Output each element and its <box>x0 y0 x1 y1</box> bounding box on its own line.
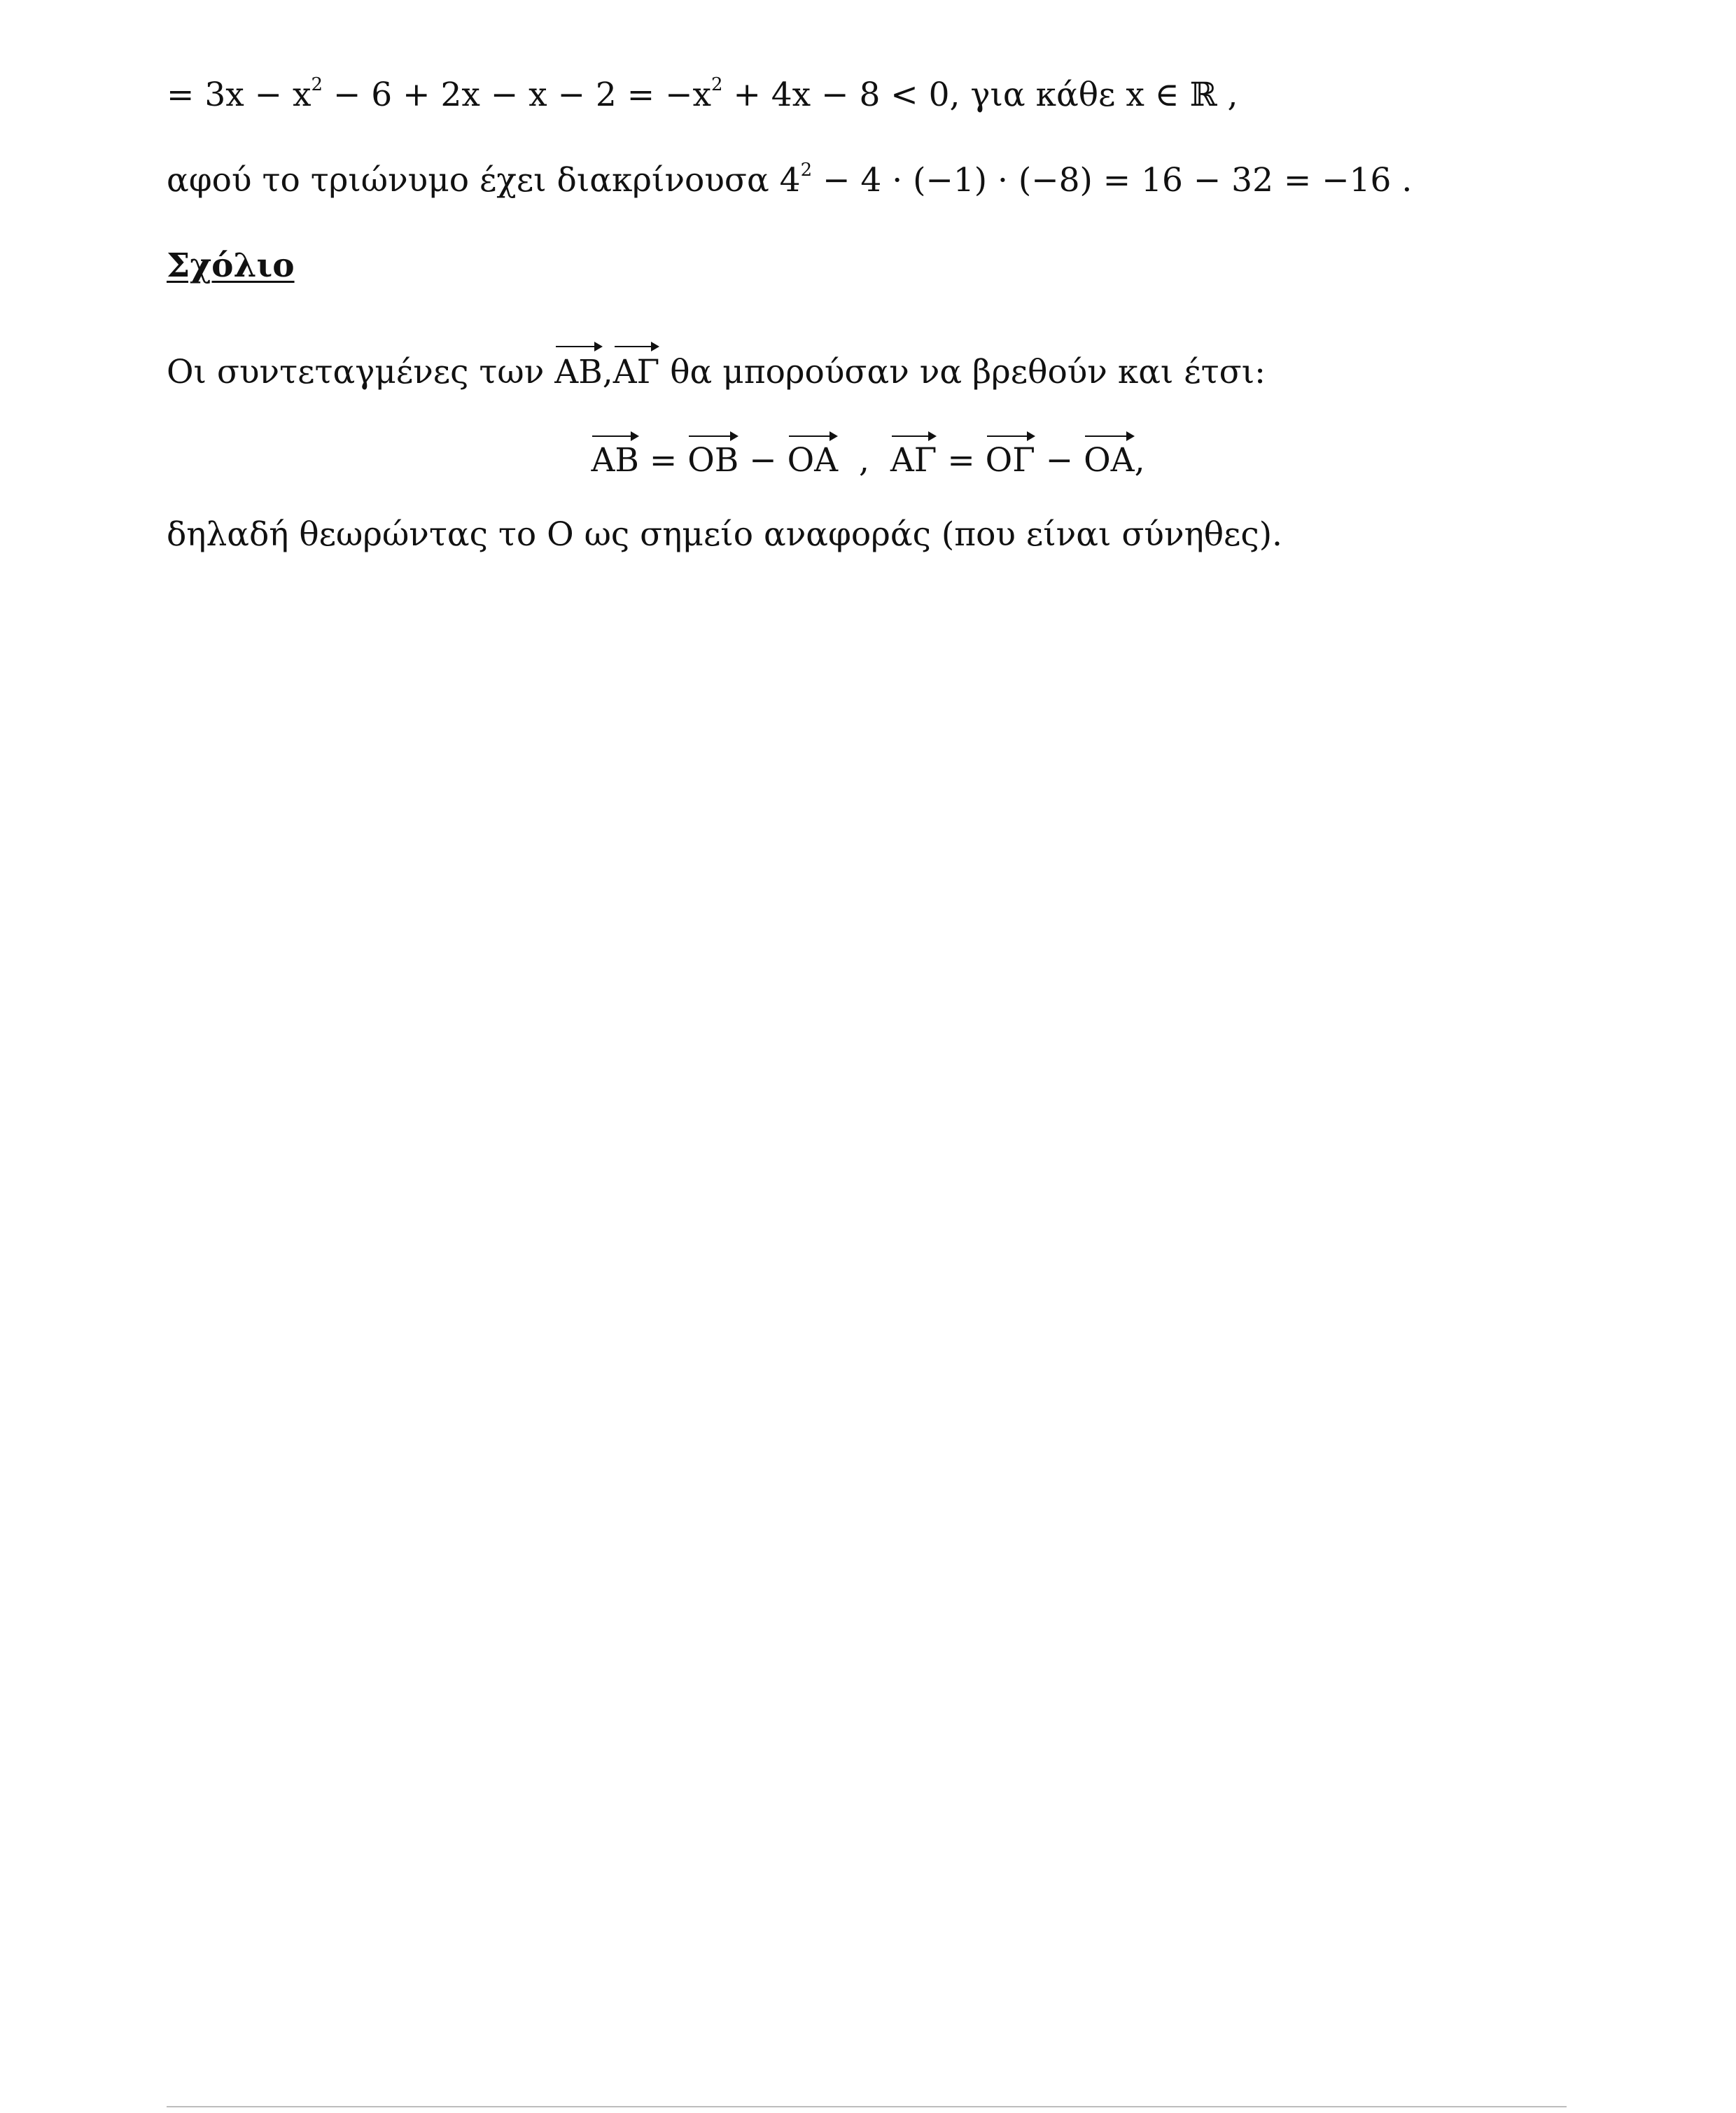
formula-eq-1: = <box>649 441 678 480</box>
coordinates-line <box>167 342 1266 393</box>
formula-vector-og: OΓ <box>986 431 1035 480</box>
equation-domain: x ∈ ℝ , <box>1126 76 1238 114</box>
equation-condition-text: , για κάθε <box>949 76 1116 114</box>
formula-vector-ag: AΓ <box>890 431 937 480</box>
coordinates-text-before: Οι συντεταγμένες των <box>167 353 545 391</box>
formula-vector-ab: AB <box>591 431 638 480</box>
vector-ag: AΓ <box>613 342 660 393</box>
reference-point-text: δηλαδή θεωρώντας το O ως σημείο αναφοράς (που είναι σύνηθες). <box>167 515 1282 554</box>
formula-eq-2: = <box>947 441 975 480</box>
reference-point-line <box>167 514 1282 556</box>
equation-line-1 <box>167 74 1238 116</box>
equation-expression: = $3x - x^2 - 6 + 2x - x - 2 = -x^2 + 4x - 8 < 0$ <box>167 74 950 114</box>
formula-vector-ob: OB <box>687 431 738 480</box>
vector-separator: , <box>602 353 613 391</box>
discriminant-text: αφού το τριώνυμο έχει διακρίνουσα <box>167 161 769 200</box>
formula-vector-oa-2: OA <box>1084 431 1134 480</box>
coordinates-text-after: θα μπορούσαν να βρεθούν και έτσι: <box>670 353 1266 391</box>
formula-vector-oa-1: OA <box>788 431 838 480</box>
formula-minus-1: − <box>749 441 777 480</box>
discriminant-expression: $4^2 - 4 \cdot (-1) \cdot (-8) = 16 - 32 = -16$ . <box>779 160 1413 200</box>
discriminant-line <box>167 160 1412 202</box>
vector-ab: AB <box>554 342 602 393</box>
formula-comma-2: , <box>1134 441 1145 480</box>
footer-divider <box>167 2106 1567 2107</box>
formula-comma-1: , <box>858 441 869 480</box>
formula-minus-2: − <box>1045 441 1074 480</box>
vector-formula <box>0 431 1736 480</box>
section-heading: Σχόλιο <box>167 246 295 285</box>
